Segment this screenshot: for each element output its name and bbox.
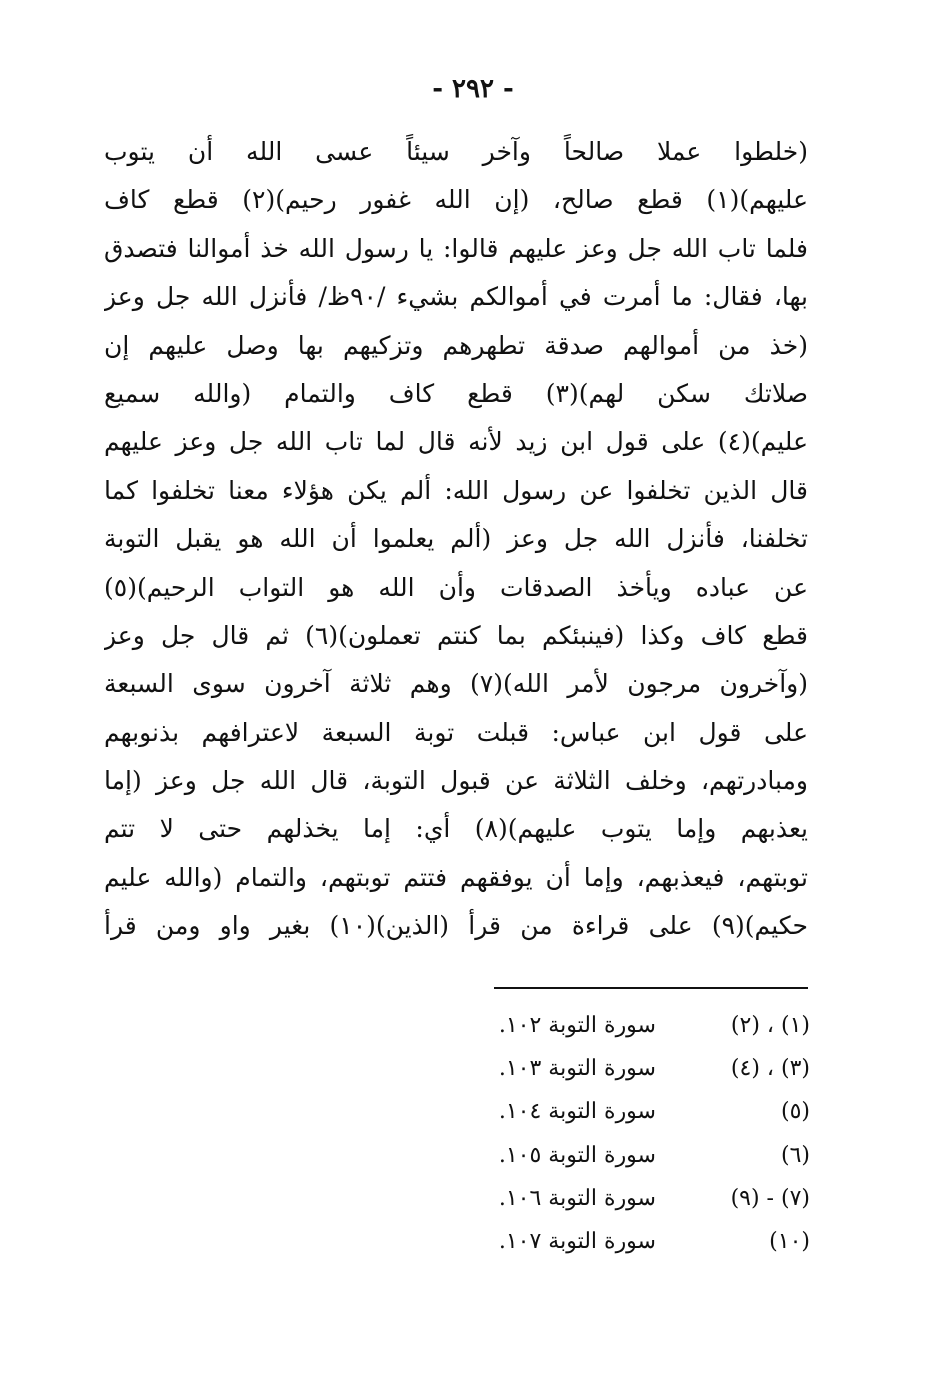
text-line: عن عباده ويأخذ الصدقات وأن الله هو التواب الرحيم)(٥)	[104, 572, 808, 602]
text-line: حكيم)(٩) على قراءة من قرأ (الذين)(١٠) بغير واو ومن قرأ	[104, 911, 808, 941]
footnote-text: سورة التوبة ١٠٢.	[498, 1013, 656, 1038]
footnote-ref: (٧) - (٩)	[730, 1185, 810, 1211]
text-line: صلاتك سكن لهم)(٣) قطع كاف والتمام (والله سميع	[104, 378, 808, 408]
text-line: (وآخرون مرجون لأمر الله)(٧) وهم ثلاثة آخرون سوى السبعة	[104, 669, 808, 699]
footnote-text: سورة التوبة ١٠٥.	[498, 1142, 656, 1168]
footnote-item	[480, 1090, 810, 1133]
text-line: تخلفنا، فأنزل الله جل وعز (ألم يعلموا أن الله هو يقبل التوبة	[104, 524, 808, 554]
footnote-text: سورة التوبة ١٠٦.	[498, 1185, 656, 1211]
text-line: بها، فقال: ما أمرت في أموالكم بشيء /٩٠ظ/ فأنزل الله جل وعز	[104, 282, 808, 312]
footnote-ref: (٣) ، (٤)	[730, 1056, 810, 1082]
text-line: على قول ابن عباس: قبلت توبة السبعة لاعترافهم بذنوبهم	[104, 717, 808, 747]
page-number: - ٢٩٢ -	[432, 74, 514, 104]
footnote-item	[480, 1177, 810, 1220]
text-line: يعذبهم وإما يتوب عليهم)(٨) أي: إما يخذلهم حتى لا تتم	[104, 814, 808, 844]
footnote-item	[480, 1220, 810, 1263]
text-line: عليم)(٤) على قول ابن زيد لأنه قال لما تاب الله جل وعز عليهم	[104, 427, 808, 457]
footnotes	[480, 1004, 810, 1263]
body-text	[104, 128, 808, 951]
footnote-item	[480, 1047, 810, 1090]
footnote-separator	[494, 987, 808, 989]
text-line: توبتهم، فيعذبهم، وإما أن يوفقهم فتتم توبتهم، والتمام (والله عليم	[104, 862, 808, 892]
text-line: ومبادرتهم، وخلف الثلاثة عن قبول التوبة، قال الله جل وعز (إما	[104, 766, 808, 796]
footnote-ref: (١) ، (٢)	[730, 1013, 810, 1038]
footnote-item	[480, 1004, 810, 1047]
footnote-text: سورة التوبة ١٠٤.	[498, 1099, 656, 1125]
text-line: قطع كاف وكذا (فينبئكم بما كنتم تعملون)(٦) ثم قال جل وعز	[104, 620, 808, 650]
text-line: فلما تاب الله جل وعز عليهم قالوا: يا رسول الله خذ أموالنا فتصدق	[104, 233, 808, 263]
footnote-item	[480, 1134, 810, 1177]
footnote-ref: (٥)	[780, 1099, 810, 1125]
text-line: (خلطوا عملا صالحاً وآخر سيئاً عسى الله أن يتوب	[104, 137, 808, 166]
text-line: (خذ من أموالهم صدقة تطهرهم وتزكيهم بها وصل عليهم إن	[104, 330, 808, 360]
footnote-ref: (٦)	[780, 1142, 810, 1168]
text-line: عليهم)(١) قطع صالح، (إن الله غفور رحيم)(٢) قطع كاف	[104, 185, 808, 215]
footnote-text: سورة التوبة ١٠٣.	[498, 1056, 656, 1082]
footnote-text: سورة التوبة ١٠٧.	[498, 1228, 656, 1254]
footnote-ref: (١٠)	[769, 1228, 810, 1254]
text-line: قال الذين تخلفوا عن رسول الله: ألم يكن هؤلاء معنا تخلفوا كما	[104, 475, 808, 505]
